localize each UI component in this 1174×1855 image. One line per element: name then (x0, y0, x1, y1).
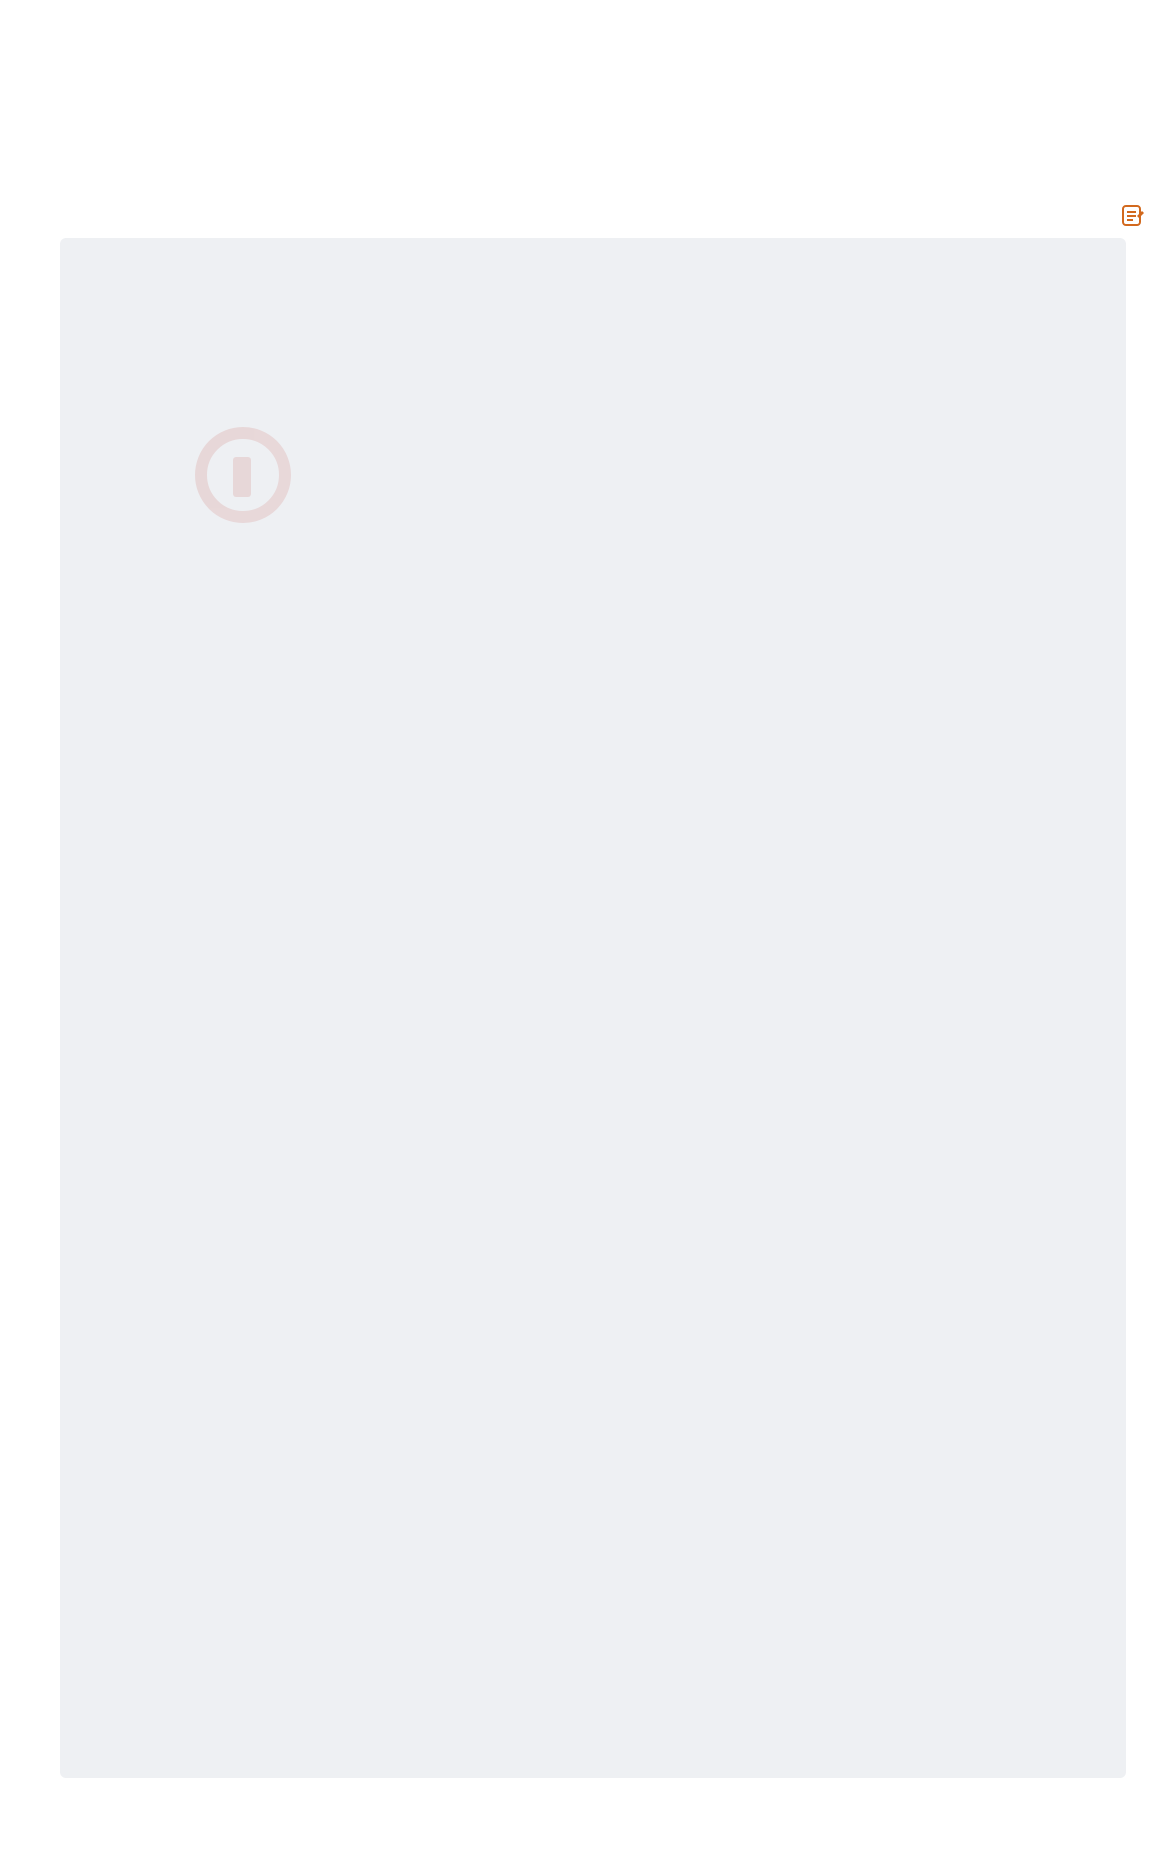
notice-body-panel (60, 238, 1126, 1778)
document-icon (1120, 202, 1146, 228)
notice-text-heading (1112, 202, 1146, 228)
notice-body (80, 260, 1106, 272)
